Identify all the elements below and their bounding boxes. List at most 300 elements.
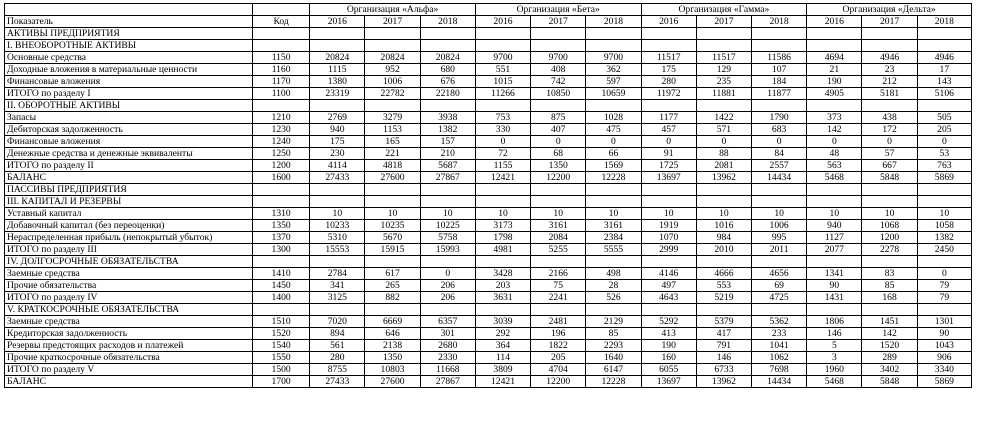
year-header: 2018 — [586, 16, 641, 28]
header-label: Показатель — [5, 16, 253, 28]
row-label: Добавочный капитал (без переоценки) — [5, 220, 253, 232]
org-header-beta: Организация «Бета» — [475, 4, 641, 16]
value-cell: 553 — [696, 280, 751, 292]
value-cell: 3161 — [531, 220, 586, 232]
table-row — [5, 364, 972, 376]
value-cell: 0 — [475, 136, 530, 148]
value-cell: 292 — [475, 328, 530, 340]
year-header: 2016 — [807, 16, 862, 28]
value-cell: 373 — [807, 112, 862, 124]
empty-cell — [862, 100, 917, 112]
table-row — [5, 220, 972, 232]
value-cell: 5848 — [862, 172, 917, 184]
table-row — [5, 280, 972, 292]
value-cell: 11668 — [420, 364, 475, 376]
value-cell: 2293 — [586, 340, 641, 352]
value-cell: 4114 — [310, 160, 365, 172]
value-cell: 882 — [365, 292, 420, 304]
value-cell: 2081 — [696, 160, 751, 172]
value-cell: 6357 — [420, 316, 475, 328]
table-row — [5, 124, 972, 136]
empty-cell — [917, 184, 971, 196]
value-cell: 2384 — [586, 232, 641, 244]
empty-cell — [253, 28, 310, 40]
value-cell: 23 — [862, 64, 917, 76]
empty-cell — [475, 100, 530, 112]
value-cell: 1115 — [310, 64, 365, 76]
value-cell: 11517 — [696, 52, 751, 64]
empty-cell — [807, 196, 862, 208]
year-header: 2017 — [696, 16, 751, 28]
empty-cell — [365, 196, 420, 208]
empty-cell — [475, 40, 530, 52]
empty-cell — [531, 196, 586, 208]
value-cell: 129 — [696, 64, 751, 76]
empty-cell — [531, 40, 586, 52]
year-header: 2017 — [531, 16, 586, 28]
row-code: 1400 — [253, 292, 310, 304]
empty-cell — [752, 196, 807, 208]
value-cell: 4946 — [862, 52, 917, 64]
value-cell: 2166 — [531, 268, 586, 280]
value-cell: 10 — [365, 208, 420, 220]
value-cell: 9700 — [586, 52, 641, 64]
value-cell: 1062 — [752, 352, 807, 364]
empty-cell — [475, 304, 530, 316]
value-cell: 90 — [807, 280, 862, 292]
empty-cell — [586, 256, 641, 268]
row-code: 1550 — [253, 352, 310, 364]
value-cell: 11972 — [641, 88, 696, 100]
value-cell: 0 — [917, 136, 971, 148]
value-cell: 1380 — [310, 76, 365, 88]
section-row — [5, 100, 972, 112]
row-label: Резервы предстоящих расходов и платежей — [5, 340, 253, 352]
empty-cell — [862, 196, 917, 208]
row-label: Запасы — [5, 112, 253, 124]
value-cell: 906 — [917, 352, 971, 364]
value-cell: 2010 — [696, 244, 751, 256]
value-cell: 2330 — [420, 352, 475, 364]
empty-cell — [420, 184, 475, 196]
value-cell: 10233 — [310, 220, 365, 232]
value-cell: 763 — [917, 160, 971, 172]
row-code: 1160 — [253, 64, 310, 76]
section-row — [5, 256, 972, 268]
value-cell: 9700 — [475, 52, 530, 64]
value-cell: 57 — [862, 148, 917, 160]
value-cell: 676 — [420, 76, 475, 88]
empty-cell — [917, 196, 971, 208]
value-cell: 526 — [586, 292, 641, 304]
value-cell: 5 — [807, 340, 862, 352]
row-label: Финансовые вложения — [5, 76, 253, 88]
empty-cell — [420, 40, 475, 52]
value-cell: 13962 — [696, 376, 751, 388]
value-cell: 1006 — [365, 76, 420, 88]
table-row — [5, 292, 972, 304]
row-label: Доходные вложения в материальные ценности — [5, 64, 253, 76]
value-cell: 6669 — [365, 316, 420, 328]
empty-cell — [807, 100, 862, 112]
org-header-gamma: Организация «Гамма» — [641, 4, 807, 16]
row-code: 1250 — [253, 148, 310, 160]
value-cell: 8755 — [310, 364, 365, 376]
value-cell: 10 — [475, 208, 530, 220]
empty-cell — [862, 304, 917, 316]
empty-cell — [641, 304, 696, 316]
value-cell: 12200 — [531, 172, 586, 184]
empty-cell — [365, 28, 420, 40]
value-cell: 3173 — [475, 220, 530, 232]
value-cell: 3 — [807, 352, 862, 364]
row-label: Кредиторская задолженность — [5, 328, 253, 340]
value-cell: 571 — [696, 124, 751, 136]
empty-cell — [807, 184, 862, 196]
value-cell: 1798 — [475, 232, 530, 244]
value-cell: 107 — [752, 64, 807, 76]
row-code: 1450 — [253, 280, 310, 292]
empty-cell — [696, 100, 751, 112]
empty-cell — [586, 184, 641, 196]
value-cell: 205 — [917, 124, 971, 136]
row-code: 1370 — [253, 232, 310, 244]
row-code: 1230 — [253, 124, 310, 136]
row-code: 1540 — [253, 340, 310, 352]
value-cell: 15915 — [365, 244, 420, 256]
empty-cell — [310, 256, 365, 268]
row-label: Прочие краткосрочные обязательства — [5, 352, 253, 364]
value-cell: 146 — [807, 328, 862, 340]
value-cell: 10659 — [586, 88, 641, 100]
value-cell: 408 — [531, 64, 586, 76]
empty-cell — [475, 196, 530, 208]
value-cell: 168 — [862, 292, 917, 304]
value-cell: 742 — [531, 76, 586, 88]
value-cell: 143 — [917, 76, 971, 88]
empty-cell — [917, 100, 971, 112]
empty-cell — [310, 40, 365, 52]
value-cell: 1806 — [807, 316, 862, 328]
row-label: ИТОГО по разделу II — [5, 160, 253, 172]
value-cell: 6055 — [641, 364, 696, 376]
year-header: 2016 — [641, 16, 696, 28]
empty-cell — [807, 40, 862, 52]
value-cell: 22180 — [420, 88, 475, 100]
value-cell: 753 — [475, 112, 530, 124]
table-row — [5, 112, 972, 124]
value-cell: 1451 — [862, 316, 917, 328]
table-row — [5, 160, 972, 172]
empty-cell — [752, 100, 807, 112]
value-cell: 48 — [807, 148, 862, 160]
row-label: Прочие обязательства — [5, 280, 253, 292]
value-cell: 7020 — [310, 316, 365, 328]
value-cell: 12421 — [475, 172, 530, 184]
value-cell: 15553 — [310, 244, 365, 256]
row-code: 1410 — [253, 268, 310, 280]
value-cell: 190 — [807, 76, 862, 88]
row-label: Нераспределенная прибыль (непокрытый убыток) — [5, 232, 253, 244]
value-cell: 5670 — [365, 232, 420, 244]
value-cell: 2129 — [586, 316, 641, 328]
value-cell: 196 — [531, 328, 586, 340]
value-cell: 5379 — [696, 316, 751, 328]
empty-cell — [696, 28, 751, 40]
value-cell: 210 — [420, 148, 475, 160]
section-label: II. ОБОРОТНЫЕ АКТИВЫ — [5, 100, 253, 112]
row-label: Заемные средства — [5, 316, 253, 328]
table-row — [5, 232, 972, 244]
empty-cell — [253, 184, 310, 196]
empty-cell — [310, 304, 365, 316]
row-label: Финансовые вложения — [5, 136, 253, 148]
value-cell: 20824 — [420, 52, 475, 64]
row-label: Денежные средства и денежные эквиваленты — [5, 148, 253, 160]
value-cell: 10 — [310, 208, 365, 220]
value-cell: 667 — [862, 160, 917, 172]
value-cell: 362 — [586, 64, 641, 76]
year-header: 2018 — [420, 16, 475, 28]
year-header: 2016 — [310, 16, 365, 28]
value-cell: 5219 — [696, 292, 751, 304]
value-cell: 175 — [310, 136, 365, 148]
empty-cell — [696, 256, 751, 268]
value-cell: 10850 — [531, 88, 586, 100]
value-cell: 27600 — [365, 376, 420, 388]
value-cell: 4704 — [531, 364, 586, 376]
value-cell: 3402 — [862, 364, 917, 376]
value-cell: 2084 — [531, 232, 586, 244]
value-cell: 597 — [586, 76, 641, 88]
value-cell: 17 — [917, 64, 971, 76]
table-row — [5, 376, 972, 388]
value-cell: 364 — [475, 340, 530, 352]
row-code: 1300 — [253, 244, 310, 256]
year-header: 2017 — [862, 16, 917, 28]
section-label: III. КАПИТАЛ И РЕЗЕРВЫ — [5, 196, 253, 208]
value-cell: 12200 — [531, 376, 586, 388]
empty-cell — [862, 256, 917, 268]
year-header: 2018 — [917, 16, 971, 28]
header-row-years — [5, 16, 972, 28]
value-cell: 4146 — [641, 268, 696, 280]
table-row — [5, 88, 972, 100]
value-cell: 1422 — [696, 112, 751, 124]
value-cell: 1155 — [475, 160, 530, 172]
value-cell: 27867 — [420, 172, 475, 184]
value-cell: 1016 — [696, 220, 751, 232]
value-cell: 11586 — [752, 52, 807, 64]
value-cell: 12228 — [586, 376, 641, 388]
row-label: ИТОГО по разделу III — [5, 244, 253, 256]
value-cell: 13962 — [696, 172, 751, 184]
row-code: 1240 — [253, 136, 310, 148]
empty-cell — [862, 40, 917, 52]
row-label: ИТОГО по разделу V — [5, 364, 253, 376]
value-cell: 206 — [420, 280, 475, 292]
value-cell: 1640 — [586, 352, 641, 364]
table-row — [5, 172, 972, 184]
value-cell: 10 — [696, 208, 751, 220]
value-cell: 2138 — [365, 340, 420, 352]
value-cell: 1822 — [531, 340, 586, 352]
empty-cell — [253, 304, 310, 316]
value-cell: 203 — [475, 280, 530, 292]
row-label: Основные средства — [5, 52, 253, 64]
value-cell: 157 — [420, 136, 475, 148]
value-cell: 2241 — [531, 292, 586, 304]
value-cell: 289 — [862, 352, 917, 364]
value-cell: 221 — [365, 148, 420, 160]
empty-cell — [365, 256, 420, 268]
value-cell: 5468 — [807, 172, 862, 184]
value-cell: 5181 — [862, 88, 917, 100]
value-cell: 1382 — [917, 232, 971, 244]
row-label: БАЛАНС — [5, 376, 253, 388]
row-code: 1350 — [253, 220, 310, 232]
empty-cell — [752, 184, 807, 196]
value-cell: 940 — [310, 124, 365, 136]
value-cell: 230 — [310, 148, 365, 160]
value-cell: 4643 — [641, 292, 696, 304]
value-cell: 1341 — [807, 268, 862, 280]
section-row — [5, 184, 972, 196]
row-label: ИТОГО по разделу I — [5, 88, 253, 100]
value-cell: 1058 — [917, 220, 971, 232]
value-cell: 2450 — [917, 244, 971, 256]
value-cell: 438 — [862, 112, 917, 124]
value-cell: 114 — [475, 352, 530, 364]
section-label: V. КРАТКОСРОЧНЫЕ ОБЯЗАТЕЛЬСТВА — [5, 304, 253, 316]
value-cell: 940 — [807, 220, 862, 232]
value-cell: 172 — [862, 124, 917, 136]
value-cell: 1200 — [862, 232, 917, 244]
year-header: 2018 — [752, 16, 807, 28]
empty-cell — [917, 304, 971, 316]
value-cell: 5468 — [807, 376, 862, 388]
value-cell: 3809 — [475, 364, 530, 376]
value-cell: 10225 — [420, 220, 475, 232]
value-cell: 1725 — [641, 160, 696, 172]
value-cell: 417 — [696, 328, 751, 340]
value-cell: 2769 — [310, 112, 365, 124]
header-code: Код — [253, 16, 310, 28]
row-label: Дебиторская задолженность — [5, 124, 253, 136]
empty-cell — [310, 28, 365, 40]
value-cell: 1041 — [752, 340, 807, 352]
value-cell: 233 — [752, 328, 807, 340]
value-cell: 5687 — [420, 160, 475, 172]
value-cell: 498 — [586, 268, 641, 280]
value-cell: 5758 — [420, 232, 475, 244]
value-cell: 5555 — [586, 244, 641, 256]
value-cell: 69 — [752, 280, 807, 292]
empty-cell — [365, 40, 420, 52]
table-row — [5, 136, 972, 148]
value-cell: 4946 — [917, 52, 971, 64]
empty-cell — [641, 40, 696, 52]
empty-cell — [752, 304, 807, 316]
value-cell: 53 — [917, 148, 971, 160]
value-cell: 791 — [696, 340, 751, 352]
empty-cell — [586, 196, 641, 208]
value-cell: 79 — [917, 280, 971, 292]
value-cell: 3631 — [475, 292, 530, 304]
value-cell: 497 — [641, 280, 696, 292]
value-cell: 4694 — [807, 52, 862, 64]
header-blank — [253, 4, 310, 16]
empty-cell — [475, 184, 530, 196]
value-cell: 4905 — [807, 88, 862, 100]
empty-cell — [420, 100, 475, 112]
value-cell: 142 — [862, 328, 917, 340]
value-cell: 72 — [475, 148, 530, 160]
value-cell: 563 — [807, 160, 862, 172]
value-cell: 85 — [862, 280, 917, 292]
table-row — [5, 328, 972, 340]
empty-cell — [696, 196, 751, 208]
value-cell: 75 — [531, 280, 586, 292]
value-cell: 0 — [807, 136, 862, 148]
value-cell: 1569 — [586, 160, 641, 172]
value-cell: 407 — [531, 124, 586, 136]
value-cell: 2680 — [420, 340, 475, 352]
value-cell: 11266 — [475, 88, 530, 100]
value-cell: 5255 — [531, 244, 586, 256]
value-cell: 2481 — [531, 316, 586, 328]
section-label: ПАССИВЫ ПРЕДПРИЯТИЯ — [5, 184, 253, 196]
value-cell: 14434 — [752, 172, 807, 184]
value-cell: 84 — [752, 148, 807, 160]
table-row — [5, 268, 972, 280]
value-cell: 10 — [752, 208, 807, 220]
value-cell: 10 — [862, 208, 917, 220]
empty-cell — [696, 184, 751, 196]
value-cell: 184 — [752, 76, 807, 88]
value-cell: 680 — [420, 64, 475, 76]
value-cell: 5310 — [310, 232, 365, 244]
value-cell: 2077 — [807, 244, 862, 256]
value-cell: 0 — [641, 136, 696, 148]
value-cell: 0 — [862, 136, 917, 148]
table-row — [5, 316, 972, 328]
value-cell: 4666 — [696, 268, 751, 280]
value-cell: 11517 — [641, 52, 696, 64]
table-row — [5, 148, 972, 160]
value-cell: 88 — [696, 148, 751, 160]
value-cell: 175 — [641, 64, 696, 76]
value-cell: 5869 — [917, 172, 971, 184]
value-cell: 1382 — [420, 124, 475, 136]
table-row — [5, 52, 972, 64]
value-cell: 1960 — [807, 364, 862, 376]
empty-cell — [253, 196, 310, 208]
value-cell: 205 — [531, 352, 586, 364]
empty-cell — [586, 304, 641, 316]
value-cell: 9700 — [531, 52, 586, 64]
section-row — [5, 304, 972, 316]
value-cell: 10 — [641, 208, 696, 220]
value-cell: 27433 — [310, 172, 365, 184]
value-cell: 1790 — [752, 112, 807, 124]
table-row — [5, 340, 972, 352]
value-cell: 0 — [752, 136, 807, 148]
empty-cell — [365, 100, 420, 112]
value-cell: 10235 — [365, 220, 420, 232]
value-cell: 5848 — [862, 376, 917, 388]
value-cell: 12421 — [475, 376, 530, 388]
